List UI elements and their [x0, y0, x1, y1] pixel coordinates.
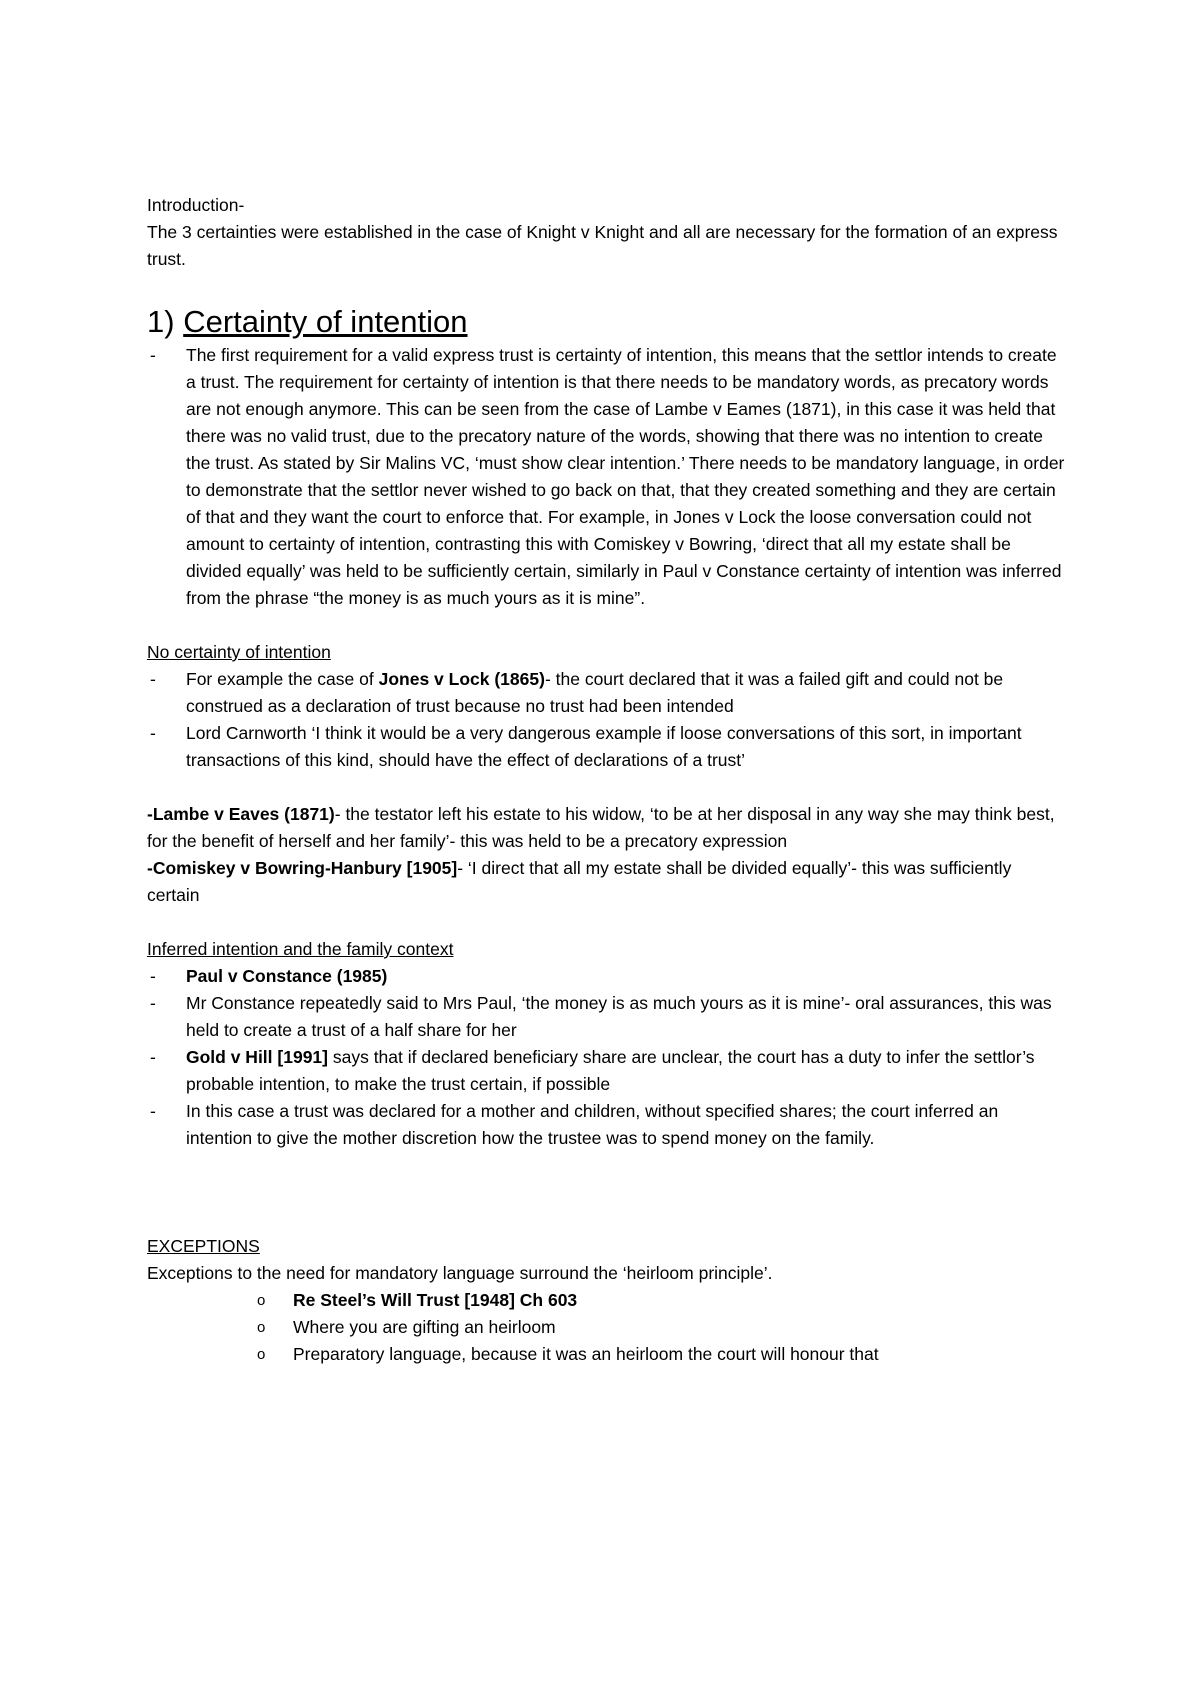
case-name: Gold v Hill [1991]	[186, 1047, 328, 1067]
list-item-text: For example the case of	[186, 669, 379, 689]
subheading-inferred: Inferred intention and the family context	[147, 939, 454, 959]
list-item	[147, 963, 1067, 990]
case-name: Re Steel’s Will Trust [1948] Ch 603	[293, 1290, 578, 1310]
list-item: o Preparatory language, because it was an heirloom the court will honour that	[257, 1341, 1067, 1368]
section-heading	[147, 302, 1067, 342]
case-text: - ‘I direct that all my estate shall be divided equally’- this was sufficiently certain	[147, 858, 1012, 905]
inferred-list	[147, 963, 1067, 1152]
list-item: - In this case a trust was declared for a mother and children, without specified shares; the court inferred an intention to give the mother discretion how the trustee was to spend money on the family.	[147, 1098, 1067, 1152]
section-bullets	[147, 342, 1067, 612]
list-item-text: - the court declared that it was a failed gift and could not be construed as a declaration of trust because no trust had been intended	[186, 669, 1004, 716]
case-name: -Comiskey v Bowring-Hanbury [1905]	[147, 858, 458, 878]
subheading-exceptions: EXCEPTIONS	[147, 1236, 260, 1256]
list-item: o Where you are gifting an heirloom	[257, 1314, 1067, 1341]
section-title: Certainty of intention	[183, 304, 468, 339]
case-comiskey	[147, 855, 1067, 909]
document-body	[147, 192, 1067, 1368]
no-certainty-list	[147, 666, 1067, 774]
case-lambe	[147, 801, 1067, 855]
case-name: -Lambe v Eaves (1871)	[147, 804, 335, 824]
intro-text: The 3 certainties were established in the case of Knight v Knight and all are necessary for the formation of an express trust.	[147, 222, 1058, 269]
list-item	[147, 1044, 1067, 1098]
case-name: Jones v Lock (1865)	[378, 669, 545, 689]
section-number: 1)	[147, 304, 184, 339]
list-item: - Lord Carnworth ‘I think it would be a very dangerous example if loose conversations of this sort, in important transactions of this kind, should have the effect of declarations of a trust’	[147, 720, 1067, 774]
exceptions-list	[147, 1287, 1067, 1368]
list-item	[147, 666, 1067, 720]
subheading-no-certainty: No certainty of intention	[147, 642, 331, 662]
exceptions-text: Exceptions to the need for mandatory language surround the ‘heirloom principle’.	[147, 1263, 773, 1283]
list-item	[257, 1287, 1067, 1314]
case-text: - the testator left his estate to his widow, ‘to be at her disposal in any way she may think best, for the benefit of herself and her family’- this was held to be a precatory expression	[147, 804, 1055, 851]
list-item: - The first requirement for a valid express trust is certainty of intention, this means that the settlor intends to create a trust. The requirement for certainty of intention is that there needs to be mandatory words, as precatory words are not enough anymore. This can be seen from the case of Lambe v Eames (1871), in this case it was held that there was no valid trust, due to the precatory nature of the words, showing that there was no intention to create the trust. As stated by Sir Malins VC, ‘must show clear intention.’ There needs to be mandatory language, in order to demonstrate that the settlor never wished to go back on that, that they created something and they are certain of that and they want the court to enforce that. For example, in Jones v Lock the loose conversation could not amount to certainty of intention, contrasting this with Comiskey v Bowring, ‘direct that all my estate shall be divided equally’ was held to be sufficiently certain, similarly in Paul v Constance certainty of intention was inferred from the phrase “the money is as much yours as it is mine”.	[147, 342, 1067, 612]
list-item-text: says that if declared beneficiary share are unclear, the court has a duty to infer the settlor’s probable intention, to make the trust certain, if possible	[186, 1047, 1035, 1094]
list-item: - Mr Constance repeatedly said to Mrs Paul, ‘the money is as much yours as it is mine’- oral assurances, this was held to create a trust of a half share for her	[147, 990, 1067, 1044]
intro-heading: Introduction-	[147, 195, 245, 215]
case-name: Paul v Constance (1985)	[186, 966, 388, 986]
